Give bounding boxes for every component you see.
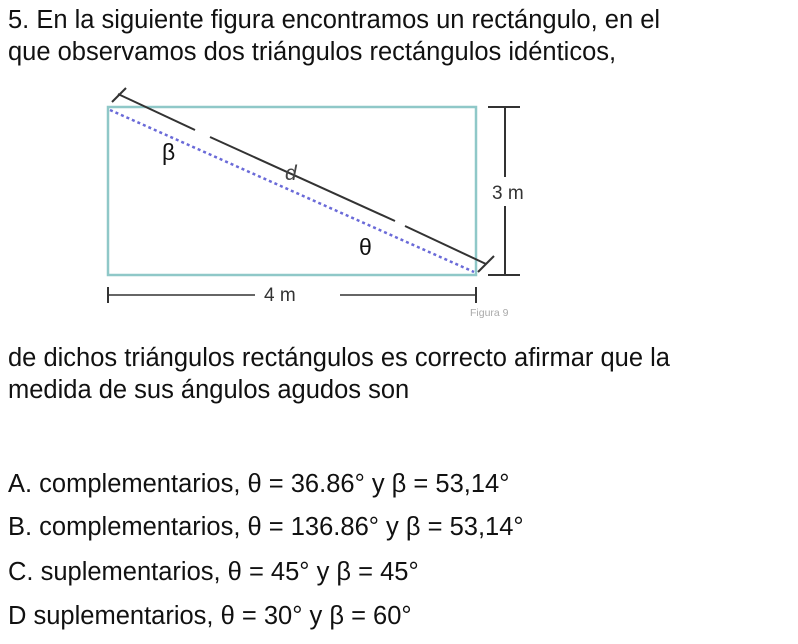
theta-label: θ (359, 234, 372, 260)
question-text-line-3: de dichos triángulos rectángulos es correcto afirmar que la (8, 344, 670, 372)
question-text-line-2: que observamos dos triángulos rectángulos idénticos, (8, 38, 617, 66)
d-dimension-line-upper (118, 94, 195, 130)
option-a[interactable]: A. complementarios, θ = 36.86° y β = 53,14° (8, 470, 510, 498)
option-c[interactable]: C. suplementarios, θ = 45° y β = 45° (8, 558, 419, 586)
option-d[interactable]: D suplementarios, θ = 30° y β = 60° (8, 602, 412, 630)
d-tick-end (478, 256, 494, 272)
question-text-line-4: medida de sus ángulos agudos son (8, 376, 410, 404)
figure-caption: Figura 9 (470, 307, 509, 319)
height-label: 3 m (492, 183, 524, 204)
question-text-line-1: 5. En la siguiente figura encontramos un rectángulo, en el (8, 6, 661, 34)
diagonal-d-label: d (285, 162, 297, 185)
d-tick-start (112, 88, 126, 102)
width-label: 4 m (264, 285, 296, 306)
option-b[interactable]: B. complementarios, θ = 136.86° y β = 53,14° (8, 513, 524, 541)
beta-label: β (162, 139, 176, 165)
diagonal-dotted (110, 110, 474, 272)
d-dimension-line-middle (210, 137, 395, 221)
